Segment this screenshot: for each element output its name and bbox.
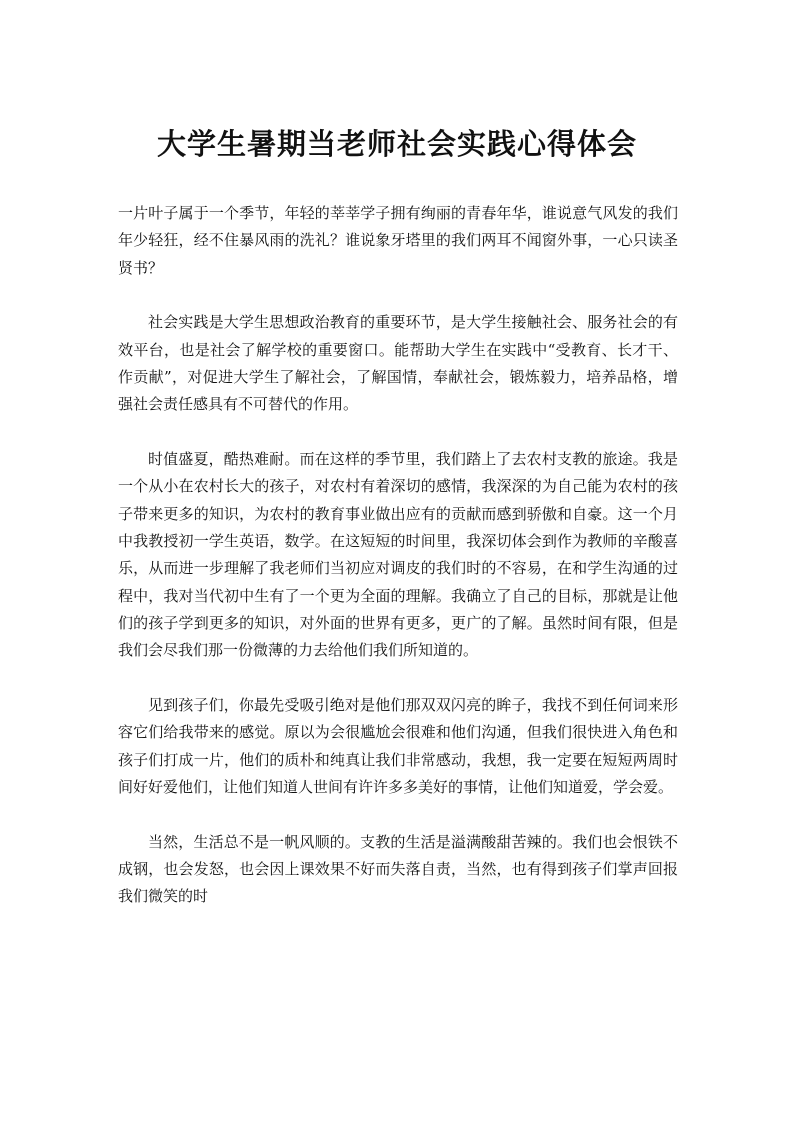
document-title: 大学生暑期当老师社会实践心得体会 xyxy=(156,127,637,161)
text-line: 狂，经不住暴风雨的洗礼？谁说象牙塔里的我们两耳不闻窗外事，一心只读圣贤书？ xyxy=(118,231,678,277)
text-line: 一片叶子属于一个季节，年轻的莘莘学子拥有绚丽的青春年华，谁说意气风发的我们年少轻 xyxy=(118,204,678,250)
text-line: 语，数学。在这短短的时间里，我深切体会到作为教师的辛酸喜乐，从而进一步理解了我老 xyxy=(118,531,678,578)
text-line: 社会实践是大学生思想政治教育的重要环节，是大学生接触社会、服务社会的有效平台， xyxy=(118,313,678,359)
paragraph-midsummer xyxy=(118,446,678,664)
text-line: 道的。 xyxy=(433,641,479,660)
text-line: 进大学生了解社会，了解国情，奉献社会，锻炼毅力，培养品格，增强社会责任感具有不可 xyxy=(118,367,678,414)
text-line: 们知道人世间有许许多多美好的事情，让他们知道爱，学会爱。 xyxy=(253,777,674,796)
text-line: 时值盛夏，酷热难耐。而在这样的季节里，我们踏上了去农村支教的旅途。我是一个从 xyxy=(118,450,678,496)
text-line: 片，他们的质朴和纯真让我们非常感动，我想，我一定要在短短两周时间好好爱他们，让他 xyxy=(118,750,678,796)
text-line: 也是社会了解学校的重要窗口。能帮助大学生在实践中“受教育、长才干、作贡献”，对促 xyxy=(118,340,678,386)
text-line: 替代的作用。 xyxy=(268,395,359,414)
text-line: 也会发怒，也会因上课效果不好而失落自责，当然，也有得到孩子们掌声回报我们微笑的时 xyxy=(118,859,678,906)
paragraph-life xyxy=(118,829,678,911)
text-line: 当然，生活总不是一帆风顺的。支教的生活是溢满酸甜苦辣的。我们也会恨铁不成钢， xyxy=(118,832,678,878)
paragraph-intro xyxy=(118,200,678,282)
text-line: 师们当初应对调皮的我们时的不容易，在和学生沟通的过程中，我对当代初中生有了一个更 xyxy=(118,559,678,605)
paragraph-social-practice xyxy=(118,309,678,418)
text-line: 为全面的理解。我确立了自己的目标，那就是让他们的孩子学到更多的知识，对外面的世界 xyxy=(118,586,678,632)
text-line: 见到孩子们，你最先受吸引绝对是他们那双双闪亮的眸子，我找不到任何词来形容它们 xyxy=(118,695,678,742)
text-line: 小在农村长大的孩子，对农村有着深切的感情，我深深的为自己能为农村的孩子带来更多的 xyxy=(118,477,678,523)
document-body xyxy=(118,200,678,911)
text-line: 给我带来的感觉。原以为会很尴尬会很难和他们沟通，但我们很快进入角色和孩子们打成一 xyxy=(118,723,678,769)
text-line: 知识，为农村的教育事业做出应有的贡献而感到骄傲和自豪。这一个月中我教授初一学生英 xyxy=(118,504,678,550)
text-line: 有更多，更广的了解。虽然时间有限，但是我们会尽我们那一份微薄的力去给他们我们所知 xyxy=(118,613,678,660)
paragraph-children xyxy=(118,692,678,801)
